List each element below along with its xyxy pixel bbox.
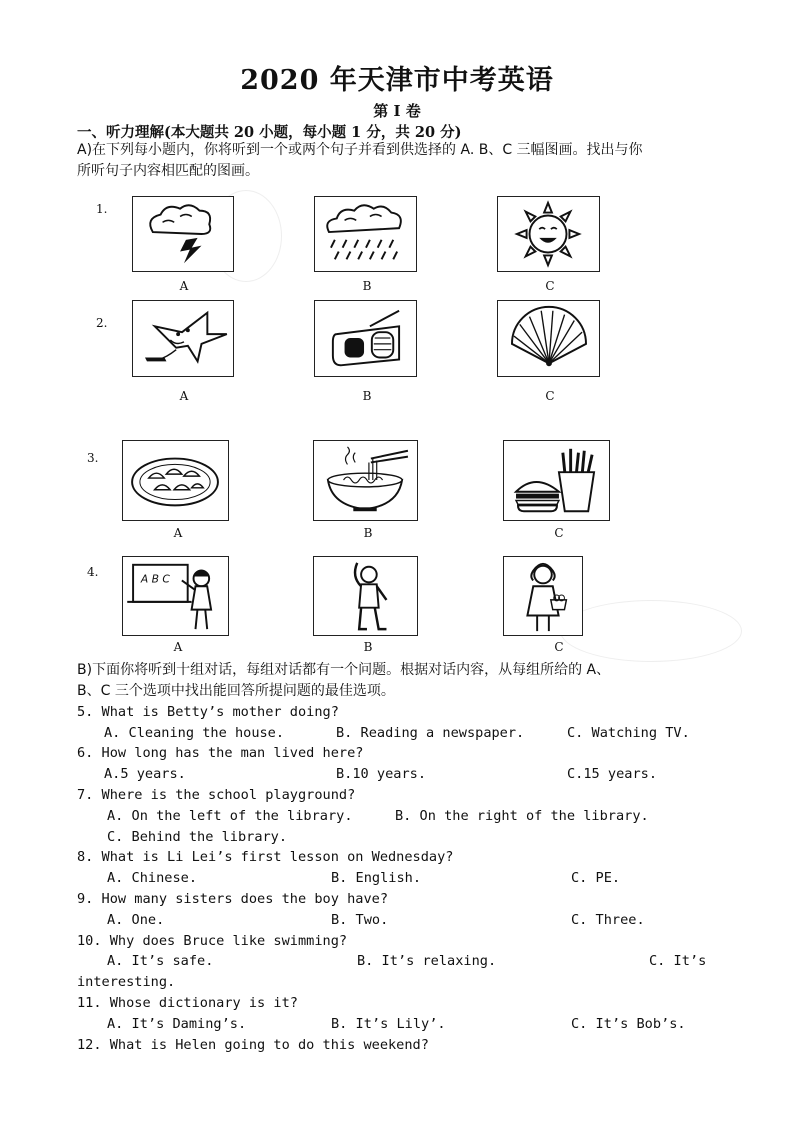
option-label: B <box>363 640 373 654</box>
folding-fan-icon <box>498 301 599 376</box>
option-label: A <box>173 640 183 654</box>
picture-question-number: 3. <box>87 451 99 465</box>
question-text: 7. Where is the school playground? <box>77 787 356 803</box>
watermark-stamp <box>560 600 742 662</box>
option-a[interactable]: A. Chinese. <box>107 870 198 886</box>
question-1-option-a-image[interactable] <box>132 196 234 272</box>
picture-question-number: 1. <box>96 202 108 216</box>
option-a[interactable]: A. On the left of the library. <box>107 808 353 824</box>
picture-question-number: 4. <box>87 565 99 579</box>
option-c[interactable]: C. Three. <box>571 912 645 928</box>
question-1-option-c-image[interactable] <box>497 196 600 272</box>
sun-icon <box>498 197 599 271</box>
question-text: 12. What is Helen going to do this weekend? <box>77 1037 429 1053</box>
rain-cloud-icon <box>315 197 416 271</box>
question-1-option-b-image[interactable] <box>314 196 417 272</box>
part-b-instruction-1: B)下面你将听到十组对话，每组对话都有一个问题。根据对话内容，从每组所给的 A、 <box>77 662 611 678</box>
question-3-option-c-image[interactable] <box>503 440 610 521</box>
question-text: 6. How long has the man lived here? <box>77 745 364 761</box>
option-c[interactable]: C. PE. <box>571 870 621 886</box>
question-2-option-c-image[interactable] <box>497 300 600 377</box>
option-label: C <box>554 640 564 654</box>
option-label: B <box>362 389 372 403</box>
option-a[interactable]: A. Cleaning the house. <box>104 725 285 741</box>
noodles-icon <box>314 441 417 520</box>
option-c-continued: interesting. <box>77 974 176 990</box>
section-heading: 一、听力理解(本大题共 20 小题，每小题 1 分，共 20 分) <box>77 124 462 141</box>
kite-icon <box>133 301 233 376</box>
question-text: 8. What is Li Lei’s first lesson on Wednesday? <box>77 849 454 865</box>
option-b[interactable]: B. English. <box>331 870 422 886</box>
option-c[interactable]: C. It’s <box>649 953 707 969</box>
question-2-option-b-image[interactable] <box>314 300 417 377</box>
option-label: C <box>545 279 555 293</box>
option-a[interactable]: A. It’s safe. <box>107 953 214 969</box>
paper-subtitle: 第 I 卷 <box>373 102 421 120</box>
question-4-option-c-image[interactable] <box>503 556 583 636</box>
question-text: 5. What is Betty’s mother doing? <box>77 704 339 720</box>
hamburger-fries-icon <box>504 441 609 520</box>
option-c[interactable]: C.15 years. <box>567 766 658 782</box>
option-c[interactable]: C. Watching TV. <box>567 725 690 741</box>
part-a-instruction-2: 所听句子内容相匹配的图画。 <box>77 163 259 179</box>
picture-question-number: 2. <box>96 316 108 330</box>
option-b[interactable]: B. It’s relaxing. <box>357 953 497 969</box>
option-label: A <box>173 526 183 540</box>
dumplings-icon <box>123 441 228 520</box>
option-c[interactable]: C. It’s Bob’s. <box>571 1016 686 1032</box>
question-text: 10. Why does Bruce like swimming? <box>77 933 348 949</box>
part-a-instruction-1: A)在下列每小题内，你将听到一个或两个句子并看到供选择的 A. B、C 三幅图画。找出与你 <box>77 142 643 158</box>
question-text: 11. Whose dictionary is it? <box>77 995 298 1011</box>
option-b[interactable]: B.10 years. <box>336 766 427 782</box>
option-b[interactable]: B. Reading a newspaper. <box>336 725 525 741</box>
option-b[interactable]: B. Two. <box>331 912 389 928</box>
question-2-option-a-image[interactable] <box>132 300 234 377</box>
option-label: A <box>179 279 189 293</box>
option-label: C <box>554 526 564 540</box>
woman-basket-icon <box>504 557 582 635</box>
option-label: B <box>363 526 373 540</box>
option-c[interactable]: C. Behind the library. <box>107 829 288 845</box>
question-3-option-b-image[interactable] <box>313 440 418 521</box>
option-a[interactable]: A. It’s Daming’s. <box>107 1016 247 1032</box>
radio-icon <box>315 301 416 376</box>
page-title: 2020 年天津市中考英语 <box>240 65 554 96</box>
option-label: C <box>545 389 555 403</box>
exercising-man-icon <box>314 557 417 635</box>
question-4-option-a-image[interactable] <box>122 556 229 636</box>
option-a[interactable]: A. One. <box>107 912 165 928</box>
teacher-icon <box>123 557 228 635</box>
option-label: A <box>179 389 189 403</box>
option-label: B <box>362 279 372 293</box>
question-3-option-a-image[interactable] <box>122 440 229 521</box>
cloud-lightning-icon <box>133 197 233 271</box>
part-b-instruction-2: B、C 三个选项中找出能回答所提问题的最佳选项。 <box>77 683 395 699</box>
question-4-option-b-image[interactable] <box>313 556 418 636</box>
option-b[interactable]: B. On the right of the library. <box>395 808 649 824</box>
question-text: 9. How many sisters does the boy have? <box>77 891 388 907</box>
option-b[interactable]: B. It’s Lily’. <box>331 1016 446 1032</box>
svg-text:A B C: A B C <box>140 572 170 586</box>
option-a[interactable]: A.5 years. <box>104 766 186 782</box>
